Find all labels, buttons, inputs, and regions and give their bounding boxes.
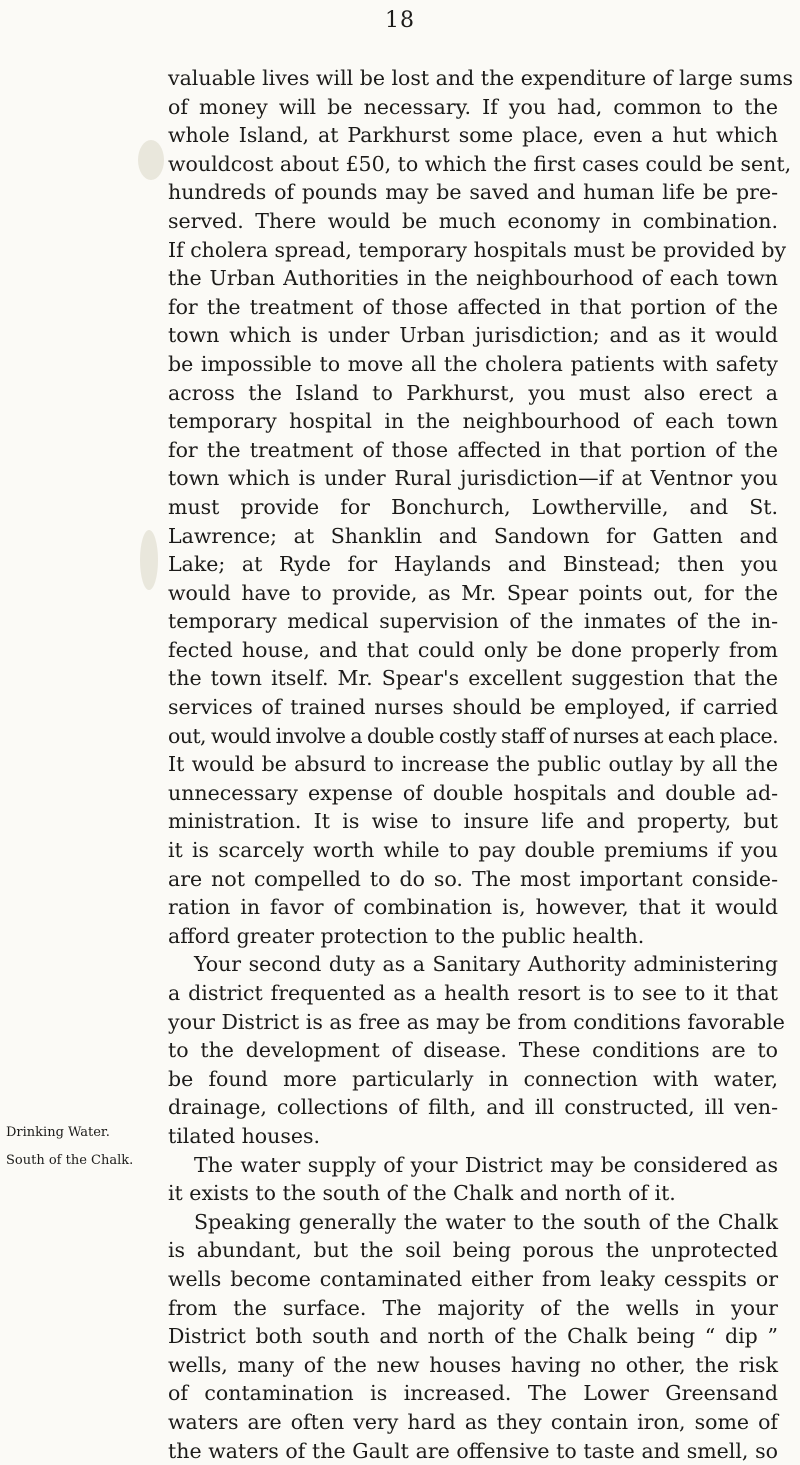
text-line: town which is under Urban jurisdiction; and as it would [168,321,778,350]
text-line: wouldcost about £50, to which the first cases could be sent, [168,150,778,179]
text-line: If cholera spread, temporary hospitals must be provided by [168,236,778,265]
text-line: would have to provide, as Mr. Spear points out, for the [168,579,778,608]
text-line: town which is under Rural jurisdiction—if at Ventnor you [168,464,778,493]
text-line: of contamination is increased. The Lower Greensand [168,1379,778,1408]
text-line: are not compelled to do so. The most important conside- [168,865,778,894]
text-line: temporary medical supervision of the inmates of the in- [168,607,778,636]
text-line: wells, many of the new houses having no other, the risk [168,1351,778,1380]
text-line: fected house, and that could only be done properly from [168,636,778,665]
text-line: The water supply of your District may be considered as [168,1151,778,1180]
text-line: a district frequented as a health resort is to see to it that [168,979,778,1008]
text-line: from the surface. The majority of the wells in your [168,1294,778,1323]
text-line: it is scarcely worth while to pay double premiums if you [168,836,778,865]
text-line: Your second duty as a Sanitary Authority administering [168,950,778,979]
page-number: 18 [0,8,800,33]
text-line: out, would involve a double costly staff of nurses at each place. [168,722,778,751]
text-line: your District is as free as may be from conditions favorable [168,1008,778,1037]
text-line: wells become contaminated either from leaky cesspits or [168,1265,778,1294]
text-line: be impossible to move all the cholera patients with safety [168,350,778,379]
text-line: valuable lives will be lost and the expenditure of large sums [168,64,778,93]
paper-stain [138,140,164,180]
text-line: Lawrence; at Shanklin and Sandown for Gatten and [168,522,778,551]
paper-stain [140,530,158,590]
text-line: tilated houses. [168,1122,778,1151]
text-line: of money will be necessary. If you had, common to the [168,93,778,122]
text-line: across the Island to Parkhurst, you must also erect a [168,379,778,408]
text-line: unnecessary expense of double hospitals and double ad- [168,779,778,808]
text-line: afford greater protection to the public health. [168,922,778,951]
text-line: ministration. It is wise to insure life and property, but [168,807,778,836]
text-line: services of trained nurses should be employed, if carried [168,693,778,722]
text-line: Speaking generally the water to the south of the Chalk [168,1208,778,1237]
text-line: for the treatment of those affected in that portion of the [168,293,778,322]
text-line: served. There would be much economy in combination. [168,207,778,236]
text-line: It would be absurd to increase the public outlay by all the [168,750,778,779]
margin-note-drinking-water: Drinking Water. [6,1125,110,1140]
text-line: it exists to the south of the Chalk and north of it. [168,1179,778,1208]
text-line: for the treatment of those affected in that portion of the [168,436,778,465]
text-line: be found more particularly in connection with water, [168,1065,778,1094]
body-text [168,64,778,1465]
text-line: Lake; at Ryde for Haylands and Binstead; then you [168,550,778,579]
text-line: must provide for Bonchurch, Lowtherville, and St. [168,493,778,522]
text-line: is abundant, but the soil being porous the unprotected [168,1236,778,1265]
text-line: drainage, collections of filth, and ill constructed, ill ven- [168,1093,778,1122]
text-line: hundreds of pounds may be saved and human life be pre- [168,178,778,207]
margin-note-south-of-chalk: South of the Chalk. [6,1153,133,1168]
text-line: ration in favor of combination is, however, that it would [168,893,778,922]
text-line: temporary hospital in the neighbourhood of each town [168,407,778,436]
text-line: the Urban Authorities in the neighbourhood of each town [168,264,778,293]
text-line: the waters of the Gault are offensive to taste and smell, so [168,1437,778,1465]
text-line: to the development of disease. These conditions are to [168,1036,778,1065]
text-line: waters are often very hard as they contain iron, some of [168,1408,778,1437]
text-line: whole Island, at Parkhurst some place, even a hut which [168,121,778,150]
text-line: the town itself. Mr. Spear's excellent suggestion that the [168,664,778,693]
text-line: District both south and north of the Chalk being “ dip ” [168,1322,778,1351]
